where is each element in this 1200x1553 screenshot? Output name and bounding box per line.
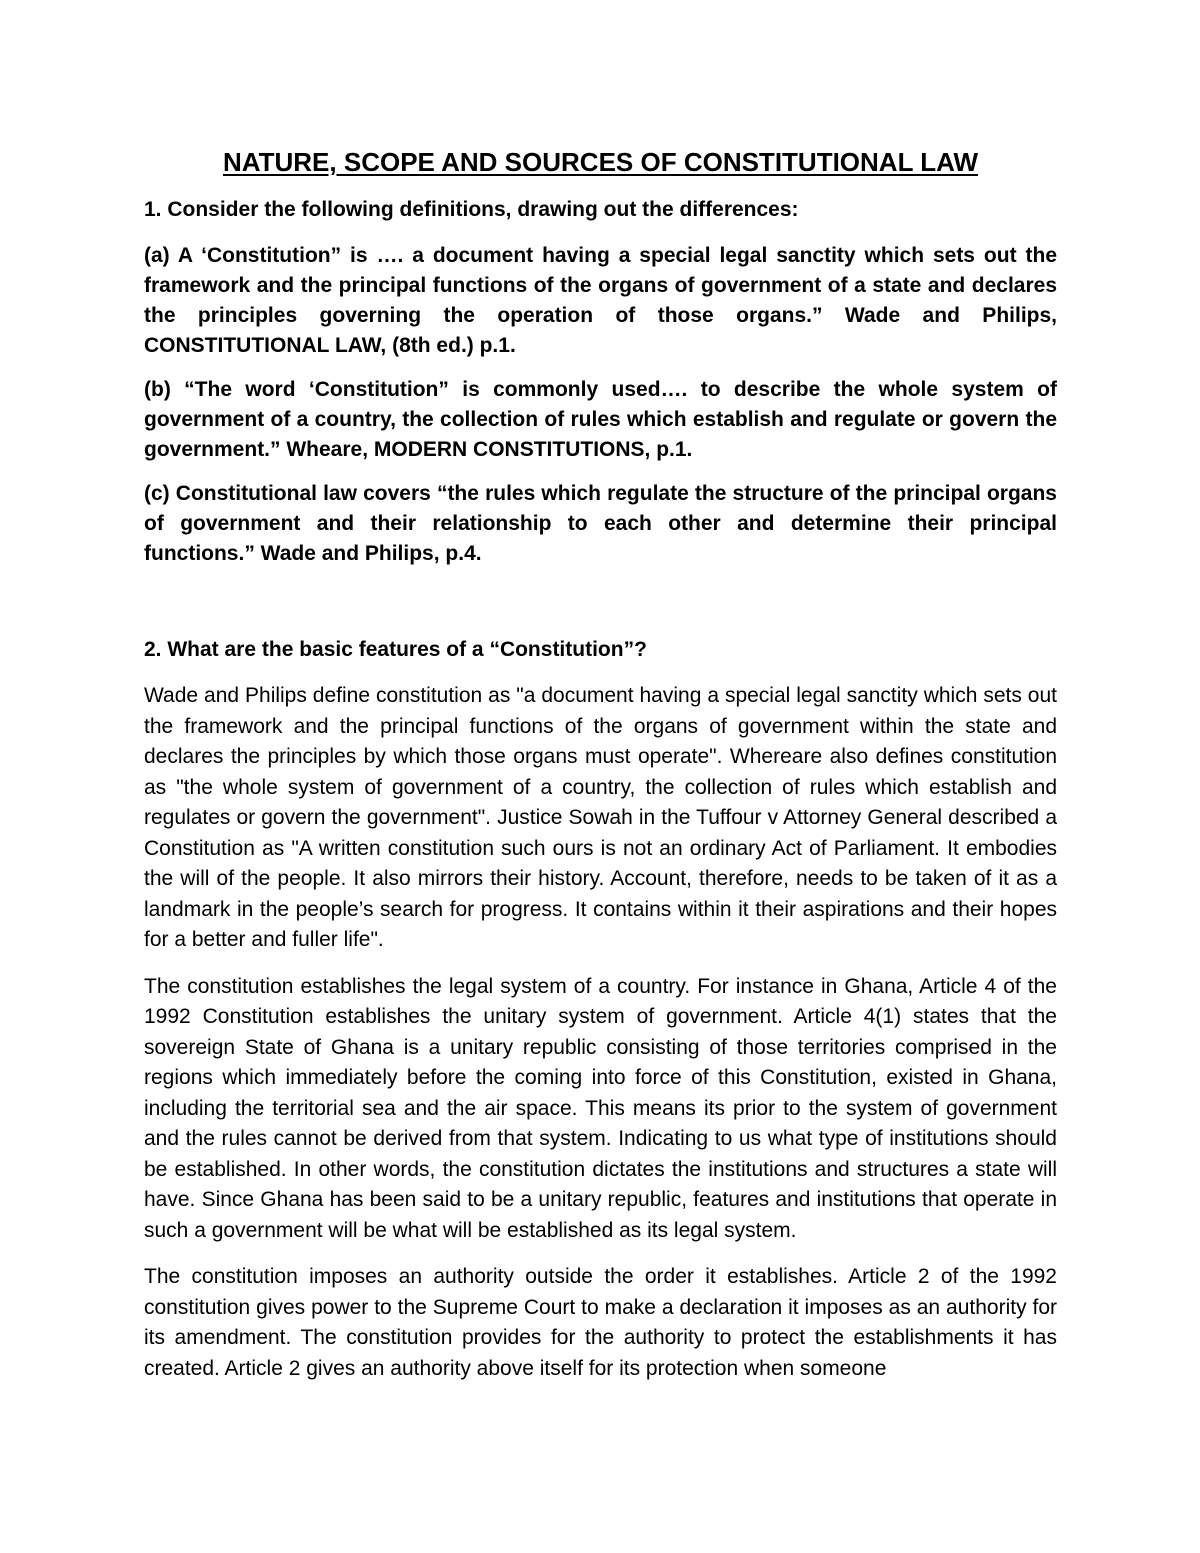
question-2-heading: 2. What are the basic features of a “Constitution”? — [144, 638, 647, 661]
body-paragraph-3: The constitution imposes an authority outside the order it establishes. Article 2 of the 1992 constitution gives power to the Supreme Court to make a declaration it imposes as an authority for its amendment. The constitution provides for the authority to protect the establishments it has created. Article 2 gives an authority above itself for its protection when someone — [144, 1265, 1057, 1380]
definition-a: (a) A ‘Constitution” is …. a document having a special legal sanctity which sets out the framework and the principal functions of the organs of government of a state and declares the principles governing the operation of those organs.” Wade and Philips, CONSTITUTIONAL LAW, (8th ed.) p.1. — [144, 244, 1057, 357]
definition-c: (c) Constitutional law covers “the rules which regulate the structure of the principal organs of government and their relationship to each other and determine their principal functions.” Wade and Philips, p.4. — [144, 482, 1057, 565]
question-1-heading: 1. Consider the following definitions, drawing out the differences: — [144, 198, 799, 221]
definition-b: (b) “The word ‘Constitution” is commonly used…. to describe the whole system of government of a country, the collection of rules which establish and regulate or govern the government.” Wheare, MODERN CONSTITUTIONS, p.1. — [144, 378, 1057, 461]
document-page — [144, 145, 1057, 1400]
document-title: NATURE, SCOPE AND SOURCES OF CONSTITUTIONAL LAW — [223, 147, 978, 177]
body-paragraph-1: Wade and Philips define constitution as "a document having a special legal sanctity which sets out the framework and the principal functions of the organs of government within the state and declares the principles by which those organs must operate". Whereare also defines constitution as "the whole system of government of a country, the collection of rules which establish and regulates or govern the government". Justice Sowah in the Tuffour v Attorney General described a Constitution as "A written constitution such ours is not an ordinary Act of Parliament. It embodies the will of the people. It also mirrors their history. Account, therefore, needs to be taken of it as a landmark in the people’s search for progress. It contains within it their aspirations and their hopes for a better and fuller life". — [144, 684, 1057, 951]
body-paragraph-2: The constitution establishes the legal system of a country. For instance in Ghana, Article 4 of the 1992 Constitution establishes the unitary system of government. Article 4(1) states that the sovereign State of Ghana is a unitary republic consisting of those territories comprised in the regions which immediately before the coming into force of this Constitution, existed in Ghana, including the territorial sea and the air space. This means its prior to the system of government and the rules cannot be derived from that system. Indicating to us what type of institutions should be established. In other words, the constitution dictates the institutions and structures a state will have. Since Ghana has been said to be a unitary republic, features and institutions that operate in such a government will be what will be established as its legal system. — [144, 974, 1057, 1242]
section-spacer — [144, 583, 1057, 635]
